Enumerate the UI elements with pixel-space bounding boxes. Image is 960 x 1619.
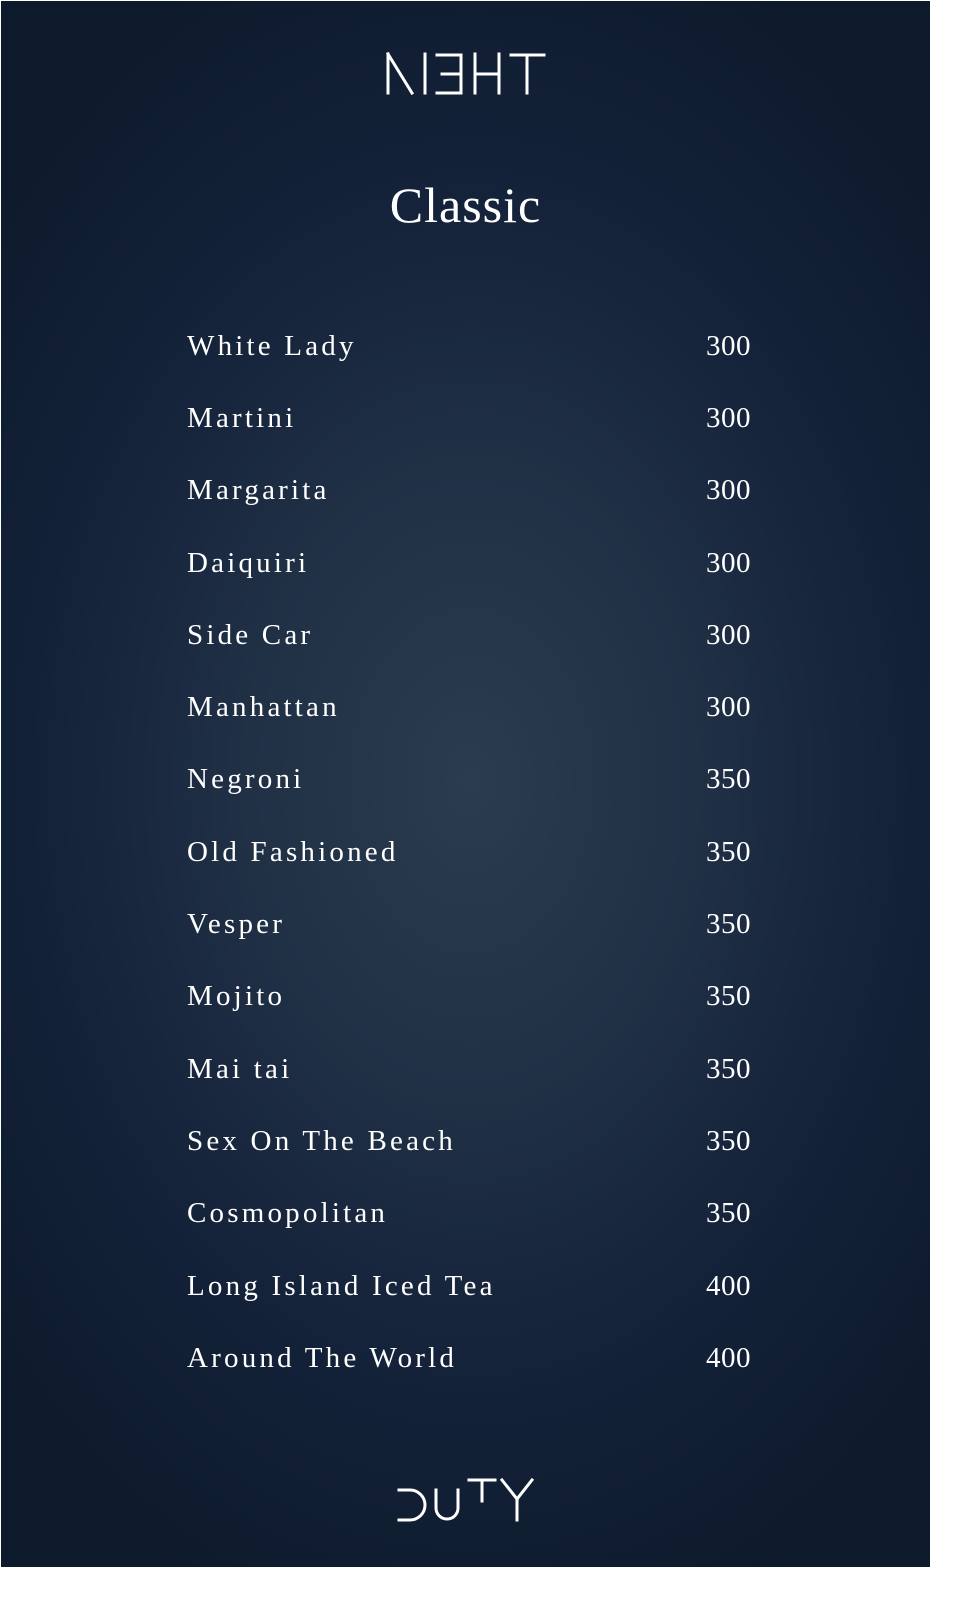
drink-item [187, 1178, 751, 1250]
menu-card [1, 1, 930, 1567]
drink-item [187, 1322, 751, 1394]
drink-item [187, 1250, 751, 1322]
drink-price: 400 [706, 1341, 751, 1374]
drink-item [187, 310, 751, 382]
drink-name: Around The World [187, 1341, 458, 1374]
night-logo-mark [385, 51, 547, 95]
drink-price: 350 [706, 835, 751, 868]
drink-item [187, 382, 751, 454]
drink-name: Margarita [187, 474, 330, 507]
drink-name: Side Car [187, 618, 314, 651]
drink-name: Mai tai [187, 1052, 293, 1085]
drink-price: 300 [706, 474, 751, 507]
drink-price: 300 [706, 401, 751, 434]
drink-price: 350 [706, 1124, 751, 1157]
drink-item [187, 744, 751, 816]
night-logo [1, 51, 930, 95]
drink-name: Vesper [187, 908, 286, 941]
drink-name: Sex On The Beach [187, 1124, 456, 1157]
drink-item [187, 1105, 751, 1177]
duty-logo-mark [396, 1477, 536, 1523]
drink-name: Daiquiri [187, 546, 310, 579]
drink-price: 350 [706, 980, 751, 1013]
drink-price: 300 [706, 691, 751, 724]
drink-price: 350 [706, 908, 751, 941]
drink-item [187, 816, 751, 888]
duty-logo [1, 1477, 930, 1523]
drink-price: 350 [706, 1052, 751, 1085]
drink-name: Negroni [187, 763, 305, 796]
drink-item [187, 599, 751, 671]
drink-price: 300 [706, 546, 751, 579]
drink-name: White Lady [187, 329, 357, 362]
section-title: Classic [389, 177, 542, 233]
drink-price: 300 [706, 329, 751, 362]
drink-item [187, 527, 751, 599]
drink-name: Martini [187, 401, 297, 434]
drink-price: 400 [706, 1269, 751, 1302]
drink-list [187, 310, 751, 1394]
drink-price: 350 [706, 1197, 751, 1230]
drink-name: Cosmopolitan [187, 1197, 389, 1230]
drink-price: 350 [706, 763, 751, 796]
drink-name: Manhattan [187, 691, 340, 724]
drink-name: Old Fashioned [187, 835, 399, 868]
drink-name: Mojito [187, 980, 286, 1013]
drink-item [187, 888, 751, 960]
drink-item [187, 1033, 751, 1105]
drink-item [187, 961, 751, 1033]
drink-item [187, 455, 751, 527]
drink-price: 300 [706, 618, 751, 651]
drink-name: Long Island Iced Tea [187, 1269, 496, 1302]
drink-item [187, 671, 751, 743]
